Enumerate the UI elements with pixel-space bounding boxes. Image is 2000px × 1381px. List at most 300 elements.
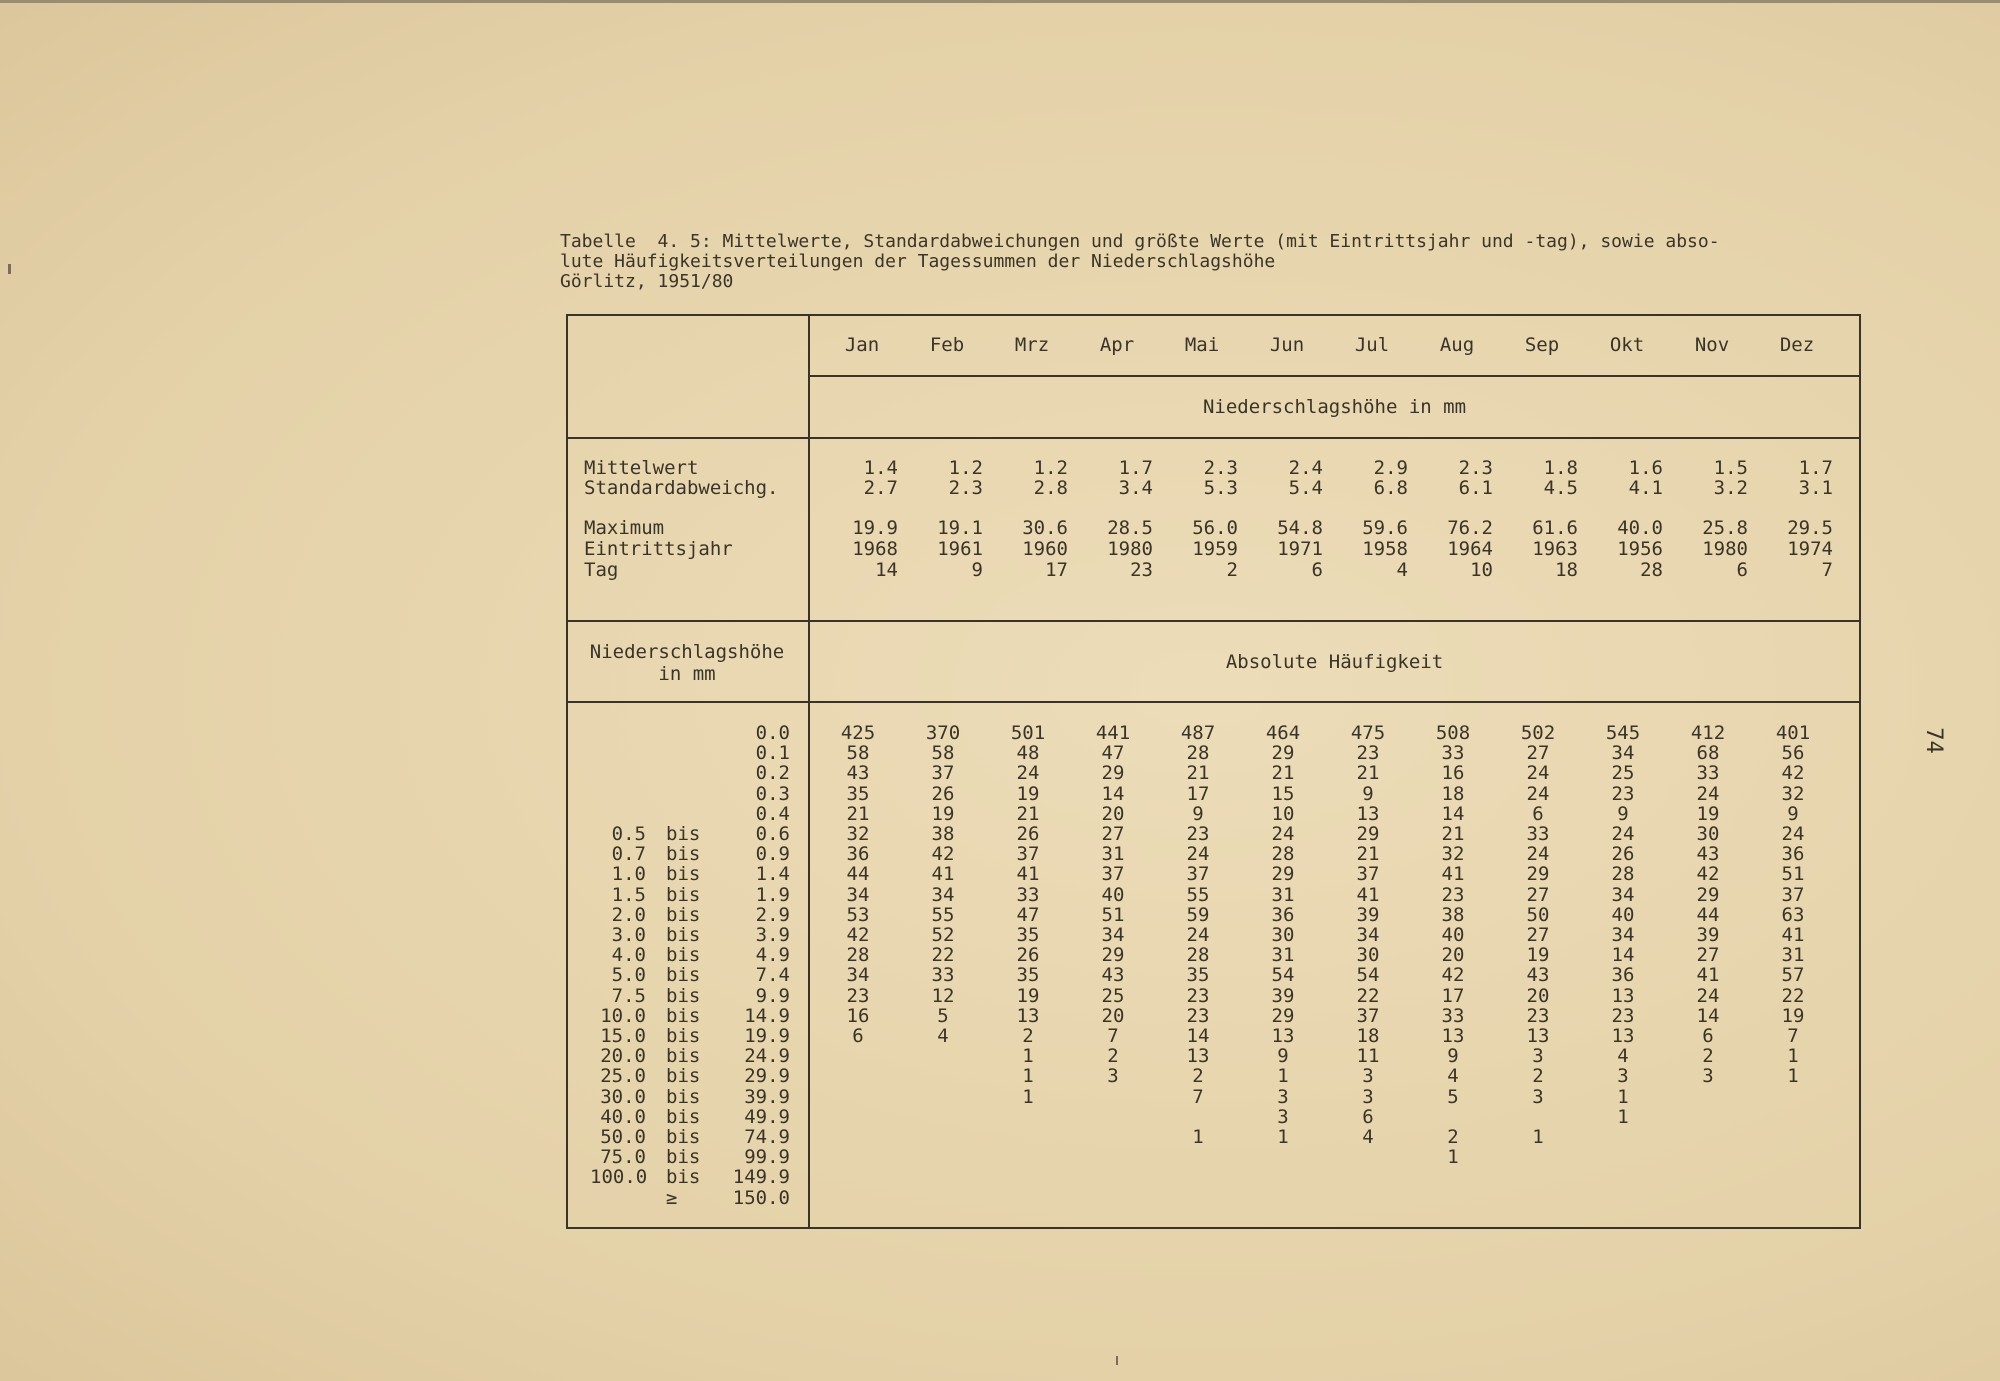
stat-jahr-feb: 1961 [937, 538, 983, 560]
freq-cell: 41 [1016, 863, 1040, 886]
freq-cell: 53 [846, 903, 870, 926]
freq-cell: 42 [1781, 762, 1805, 785]
class-bis: bis [666, 1146, 701, 1169]
freq-cell: 23 [1441, 883, 1465, 906]
freq-cell: 37 [1101, 863, 1125, 886]
month-header-apr: Apr [1099, 334, 1135, 356]
freq-cell: 34 [1356, 924, 1380, 946]
class-to: 150.0 [732, 1186, 790, 1209]
freq-cell: 35 [1016, 964, 1040, 987]
freq-cell: 3 [1532, 1085, 1544, 1108]
freq-cell: 23 [1356, 742, 1380, 765]
class-from: 100.0 [590, 1166, 648, 1189]
freq-right-header: Absolute Häufigkeit [1225, 651, 1444, 673]
stat-mittelwert-apr: 1.7 [1118, 457, 1153, 479]
month-header-mrz: Mrz [1014, 334, 1050, 356]
class-from: 4.0 [611, 944, 646, 967]
stat-jahr-mai: 1959 [1192, 538, 1238, 560]
freq-cell: 22 [931, 944, 955, 967]
class-from: 7.5 [611, 984, 646, 1007]
freq-cell: 1 [1532, 1126, 1544, 1148]
stat-std-jun: 5.4 [1288, 477, 1323, 499]
maximum-label: Maximum [584, 517, 665, 539]
freq-cell: 27 [1526, 924, 1550, 946]
freq-cell: 32 [1441, 843, 1465, 866]
stat-maximum-apr: 28.5 [1107, 517, 1153, 539]
class-to: 14.9 [744, 1004, 790, 1027]
freq-cell: 21 [1016, 802, 1040, 825]
month-header-okt: Okt [1609, 334, 1645, 356]
freq-cell: 43 [1526, 964, 1550, 987]
freq-cell: 43 [1696, 843, 1720, 866]
freq-cell: 37 [1186, 863, 1210, 886]
freq-cell: 39 [1696, 924, 1720, 946]
class-from: 75.0 [600, 1146, 646, 1169]
class-to: 0.6 [755, 823, 790, 845]
class-to: 2.9 [755, 903, 790, 926]
freq-cell: 63 [1781, 903, 1805, 926]
freq-cell: 51 [1101, 903, 1125, 926]
class-to: 19.9 [744, 1025, 790, 1047]
freq-cell: 24 [1696, 984, 1720, 1007]
freq-cell: 26 [931, 782, 955, 805]
stat-std-nov: 3.2 [1713, 477, 1748, 499]
freq-cell: 13 [1611, 984, 1635, 1007]
class-to: 3.9 [755, 924, 790, 946]
freq-cell: 9 [1787, 802, 1799, 825]
freq-cell: 21 [846, 802, 870, 825]
freq-cell: 10 [1271, 802, 1295, 825]
freq-left-header-line-1: Niederschlagshöhe [589, 641, 785, 663]
freq-cell: 37 [1356, 1004, 1380, 1027]
stat-tag-sep: 18 [1555, 559, 1578, 581]
class-bis: bis [666, 823, 701, 845]
class-to: 39.9 [744, 1085, 790, 1108]
freq-cell: 1 [1277, 1126, 1289, 1148]
freq-cell: 33 [1441, 742, 1465, 765]
freq-cell: 24 [1696, 782, 1720, 805]
stat-std-mrz: 2.8 [1033, 477, 1068, 499]
class-to: 0.9 [755, 843, 790, 866]
freq-cell: 50 [1526, 903, 1550, 926]
freq-cell: 36 [1781, 843, 1805, 866]
stat-tag-feb: 9 [971, 559, 983, 581]
freq-cell: 42 [846, 924, 870, 946]
class-from: 20.0 [600, 1045, 646, 1068]
freq-cell: 36 [1271, 903, 1295, 926]
month-header-dez: Dez [1779, 334, 1815, 356]
freq-cell: 3 [1362, 1065, 1374, 1088]
class-to: 0.4 [755, 802, 790, 825]
freq-cell: 1 [1022, 1045, 1034, 1068]
freq-cell: 508 [1435, 722, 1471, 744]
freq-cell: 22 [1781, 984, 1805, 1007]
freq-cell: 23 [1186, 984, 1210, 1007]
freq-cell: 29 [1526, 863, 1550, 886]
freq-cell: 31 [1271, 944, 1295, 967]
freq-cell: 9 [1277, 1045, 1289, 1068]
class-bis: bis [666, 1166, 701, 1189]
freq-cell: 7 [1192, 1085, 1204, 1108]
freq-cell: 1 [1617, 1085, 1629, 1108]
freq-cell: 412 [1690, 722, 1726, 744]
class-to: 0.0 [755, 722, 790, 744]
freq-cell: 6 [1532, 802, 1544, 825]
stat-maximum-okt: 40.0 [1617, 517, 1663, 539]
stat-maximum-dez: 29.5 [1787, 517, 1833, 539]
freq-cell: 41 [1356, 883, 1380, 906]
freq-cell: 29 [1271, 742, 1295, 765]
mittelwert-label: Mittelwert [584, 457, 699, 479]
freq-cell: 47 [1101, 742, 1125, 765]
freq-cell: 22 [1356, 984, 1380, 1007]
freq-cell: 25 [1101, 984, 1125, 1007]
freq-cell: 23 [1611, 1004, 1635, 1027]
freq-cell: 31 [1271, 883, 1295, 906]
eintrittsjahr-label: Eintrittsjahr [584, 538, 733, 560]
month-header-sep: Sep [1524, 334, 1560, 356]
freq-cell: 370 [925, 722, 961, 744]
stat-mittelwert-mrz: 1.2 [1033, 457, 1068, 479]
freq-cell: 15 [1271, 782, 1295, 805]
stat-maximum-mrz: 30.6 [1022, 517, 1068, 539]
freq-cell: 43 [1101, 964, 1125, 987]
freq-cell: 545 [1605, 722, 1641, 744]
freq-cell: 29 [1271, 863, 1295, 886]
stat-maximum-sep: 61.6 [1532, 517, 1578, 539]
freq-cell: 7 [1787, 1025, 1799, 1047]
freq-cell: 16 [846, 1004, 870, 1027]
freq-cell: 20 [1441, 944, 1465, 967]
class-from: 0.7 [611, 843, 646, 866]
class-bis: bis [666, 1085, 701, 1108]
freq-cell: 31 [1781, 944, 1805, 967]
freq-cell: 3 [1702, 1065, 1714, 1088]
freq-cell: 18 [1441, 782, 1465, 805]
freq-cell: 32 [1781, 782, 1805, 805]
class-to: 99.9 [744, 1146, 790, 1169]
class-to: 0.1 [755, 742, 790, 765]
freq-cell: 34 [1611, 883, 1635, 906]
freq-cell: 7 [1107, 1025, 1119, 1047]
freq-cell: 3 [1277, 1085, 1289, 1108]
class-from: 10.0 [600, 1004, 646, 1027]
freq-cell: 441 [1095, 722, 1131, 744]
freq-cell: 19 [1016, 782, 1040, 805]
freq-cell: 29 [1696, 883, 1720, 906]
freq-cell: 55 [1186, 883, 1210, 906]
stat-maximum-jun: 54.8 [1277, 517, 1323, 539]
freq-cell: 33 [1696, 762, 1720, 785]
freq-cell: 44 [846, 863, 870, 886]
stat-mittelwert-aug: 2.3 [1458, 457, 1493, 479]
freq-cell: 23 [1611, 782, 1635, 805]
stat-mittelwert-feb: 1.2 [948, 457, 983, 479]
freq-cell: 34 [931, 883, 955, 906]
stat-mittelwert-jul: 2.9 [1373, 457, 1408, 479]
class-bis: bis [666, 984, 701, 1007]
freq-cell: 14 [1611, 944, 1635, 967]
paper-speck [8, 264, 11, 274]
freq-cell: 41 [1781, 924, 1805, 946]
stat-jahr-sep: 1963 [1532, 538, 1578, 560]
class-to: 0.3 [755, 782, 790, 805]
freq-cell: 3 [1107, 1065, 1119, 1088]
freq-cell: 9 [1617, 802, 1629, 825]
freq-cell: 37 [1356, 863, 1380, 886]
class-from: 15.0 [600, 1025, 646, 1047]
freq-cell: 33 [1441, 1004, 1465, 1027]
class-bis: bis [666, 1025, 701, 1047]
stat-mittelwert-jan: 1.4 [863, 457, 898, 479]
freq-cell: 26 [1611, 843, 1635, 866]
freq-cell: 21 [1186, 762, 1210, 785]
freq-cell: 42 [1696, 863, 1720, 886]
freq-cell: 52 [931, 924, 955, 946]
freq-cell: 44 [1696, 903, 1720, 926]
freq-cell: 33 [1526, 823, 1550, 845]
freq-cell: 3 [1362, 1085, 1374, 1108]
freq-cell: 26 [1016, 944, 1040, 967]
freq-cell: 2 [1022, 1025, 1034, 1047]
freq-cell: 40 [1101, 883, 1125, 906]
table-column-divider [808, 314, 810, 1229]
class-from: 40.0 [600, 1105, 646, 1128]
freq-cell: 19 [931, 802, 955, 825]
freq-cell: 24 [1611, 823, 1635, 845]
class-from: 3.0 [611, 924, 646, 946]
freq-cell: 43 [846, 762, 870, 785]
freq-cell: 21 [1271, 762, 1295, 785]
freq-cell: 41 [1441, 863, 1465, 886]
freq-cell: 58 [931, 742, 955, 765]
freq-cell: 28 [1186, 944, 1210, 967]
freq-cell: 42 [1441, 964, 1465, 987]
class-from: 30.0 [600, 1085, 646, 1108]
freq-cell: 40 [1441, 924, 1465, 946]
freq-cell: 48 [1016, 742, 1040, 765]
class-to: 74.9 [744, 1126, 790, 1148]
freq-cell: 36 [846, 843, 870, 866]
freq-cell: 17 [1441, 984, 1465, 1007]
freq-cell: 24 [1526, 762, 1550, 785]
stat-maximum-feb: 19.1 [937, 517, 983, 539]
freq-cell: 59 [1186, 903, 1210, 926]
stat-mittelwert-nov: 1.5 [1713, 457, 1748, 479]
freq-cell: 11 [1356, 1045, 1380, 1068]
freq-cell: 1 [1022, 1085, 1034, 1108]
month-header-aug: Aug [1439, 334, 1475, 356]
freq-cell: 27 [1101, 823, 1125, 845]
freq-cell: 42 [931, 843, 955, 866]
freq-cell: 9 [1362, 782, 1374, 805]
freq-cell: 1 [1787, 1065, 1799, 1088]
freq-cell: 58 [846, 742, 870, 765]
freq-cell: 1 [1192, 1126, 1204, 1148]
freq-cell: 33 [1016, 883, 1040, 906]
freq-cell: 2 [1447, 1126, 1459, 1148]
freq-cell: 25 [1611, 762, 1635, 785]
class-to: 1.4 [755, 863, 790, 886]
stat-std-dez: 3.1 [1798, 477, 1833, 499]
freq-cell: 5 [1447, 1085, 1459, 1108]
stat-tag-okt: 28 [1640, 559, 1663, 581]
freq-cell: 13 [1016, 1004, 1040, 1027]
class-to: 49.9 [744, 1105, 790, 1128]
stat-jahr-jan: 1968 [852, 538, 898, 560]
freq-cell: 12 [931, 984, 955, 1007]
freq-cell: 2 [1702, 1045, 1714, 1068]
freq-cell: 51 [1781, 863, 1805, 886]
freq-cell: 29 [1101, 944, 1125, 967]
month-header-jul: Jul [1354, 334, 1390, 356]
freq-cell: 29 [1356, 823, 1380, 845]
freq-cell: 23 [1526, 1004, 1550, 1027]
freq-cell: 35 [1186, 964, 1210, 987]
stat-tag-jun: 6 [1311, 559, 1323, 581]
caption-line-1: Tabelle 4. 5: Mittelwerte, Standardabweichungen und größte Werte (mit Eintrittsjahr und -tag), sowie abso- [560, 231, 1720, 252]
stat-mittelwert-jun: 2.4 [1288, 457, 1323, 479]
freq-cell: 23 [846, 984, 870, 1007]
freq-cell: 9 [1192, 802, 1204, 825]
page-edge [0, 0, 2000, 3]
freq-cell: 35 [1016, 924, 1040, 946]
freq-cell: 34 [846, 964, 870, 987]
freq-cell: 35 [846, 782, 870, 805]
freq-cell: 24 [1526, 843, 1550, 866]
freq-header-rule [566, 701, 1861, 703]
stat-maximum-mai: 56.0 [1192, 517, 1238, 539]
freq-cell: 68 [1696, 742, 1720, 765]
page-number: 74 [1920, 727, 1946, 754]
class-to: 9.9 [755, 984, 790, 1007]
stat-std-jan: 2.7 [863, 477, 898, 499]
freq-cell: 4 [937, 1025, 949, 1047]
std-label: Standardabweichg. [584, 477, 779, 499]
stat-tag-jul: 4 [1396, 559, 1408, 581]
stat-jahr-okt: 1956 [1617, 538, 1663, 560]
freq-cell: 1 [1022, 1065, 1034, 1088]
freq-cell: 475 [1350, 722, 1386, 744]
class-bis: bis [666, 843, 701, 866]
stat-std-sep: 4.5 [1543, 477, 1578, 499]
class-from: 1.0 [611, 863, 646, 886]
freq-cell: 40 [1611, 903, 1635, 926]
freq-cell: 28 [1271, 843, 1295, 866]
freq-cell: 56 [1781, 742, 1805, 765]
freq-cell: 24 [1526, 782, 1550, 805]
months-header-rule [808, 375, 1861, 377]
freq-cell: 1 [1787, 1045, 1799, 1068]
freq-cell: 21 [1441, 823, 1465, 845]
stat-jahr-jul: 1958 [1362, 538, 1408, 560]
freq-cell: 9 [1447, 1045, 1459, 1068]
stats-bottom-rule [566, 620, 1861, 622]
freq-cell: 4 [1617, 1045, 1629, 1068]
freq-cell: 21 [1356, 843, 1380, 866]
class-bis: ≥ [666, 1186, 678, 1209]
freq-cell: 13 [1186, 1045, 1210, 1068]
freq-cell: 20 [1526, 984, 1550, 1007]
freq-cell: 41 [1696, 964, 1720, 987]
freq-cell: 28 [1186, 742, 1210, 765]
freq-cell: 33 [931, 964, 955, 987]
class-bis: bis [666, 903, 701, 926]
stat-jahr-jun: 1971 [1277, 538, 1323, 560]
freq-cell: 19 [1016, 984, 1040, 1007]
class-from: 1.5 [611, 883, 646, 906]
stat-maximum-aug: 76.2 [1447, 517, 1493, 539]
freq-cell: 24 [1186, 843, 1210, 866]
class-bis: bis [666, 1045, 701, 1068]
freq-cell: 20 [1101, 1004, 1125, 1027]
freq-cell: 2 [1107, 1045, 1119, 1068]
class-to: 1.9 [755, 883, 790, 906]
freq-cell: 39 [1271, 984, 1295, 1007]
paper-speck [1116, 1356, 1118, 1365]
freq-cell: 24 [1016, 762, 1040, 785]
freq-cell: 36 [1611, 964, 1635, 987]
freq-cell: 55 [931, 903, 955, 926]
freq-left-header-line-2: in mm [658, 663, 716, 685]
stat-std-feb: 2.3 [948, 477, 983, 499]
freq-cell: 21 [1356, 762, 1380, 785]
freq-cell: 14 [1101, 782, 1125, 805]
table-caption [560, 232, 1880, 292]
class-from: 2.0 [611, 903, 646, 926]
freq-cell: 3 [1277, 1105, 1289, 1128]
stat-std-jul: 6.8 [1373, 477, 1408, 499]
freq-cell: 16 [1441, 762, 1465, 785]
class-from: 0.5 [611, 823, 646, 845]
class-bis: bis [666, 1126, 701, 1148]
class-from: 50.0 [600, 1126, 646, 1148]
stat-tag-dez: 7 [1821, 559, 1833, 581]
freq-cell: 1 [1447, 1146, 1459, 1169]
stat-jahr-dez: 1974 [1787, 538, 1833, 560]
freq-cell: 30 [1271, 924, 1295, 946]
tag-label: Tag [584, 559, 619, 581]
freq-cell: 19 [1526, 944, 1550, 967]
freq-cell: 501 [1010, 722, 1046, 744]
class-bis: bis [666, 944, 701, 967]
stat-maximum-jul: 59.6 [1362, 517, 1408, 539]
unit-header: Niederschlagshöhe in mm [1202, 396, 1467, 418]
stat-tag-aug: 10 [1470, 559, 1493, 581]
stat-tag-mai: 2 [1226, 559, 1238, 581]
class-bis: bis [666, 1065, 701, 1088]
freq-cell: 34 [1611, 742, 1635, 765]
stat-jahr-nov: 1980 [1702, 538, 1748, 560]
class-to: 7.4 [755, 964, 790, 987]
stat-mittelwert-dez: 1.7 [1798, 457, 1833, 479]
freq-cell: 37 [1016, 843, 1040, 866]
class-bis: bis [666, 964, 701, 987]
freq-cell: 3 [1532, 1045, 1544, 1068]
freq-cell: 13 [1271, 1025, 1295, 1047]
freq-cell: 17 [1186, 782, 1210, 805]
freq-cell: 13 [1356, 802, 1380, 825]
stat-std-okt: 4.1 [1628, 477, 1663, 499]
freq-cell: 14 [1441, 802, 1465, 825]
class-bis: bis [666, 1105, 701, 1128]
freq-cell: 24 [1781, 823, 1805, 845]
freq-cell: 1 [1277, 1065, 1289, 1088]
freq-cell: 19 [1696, 802, 1720, 825]
freq-cell: 37 [1781, 883, 1805, 906]
freq-cell: 13 [1611, 1025, 1635, 1047]
freq-cell: 6 [1362, 1105, 1374, 1128]
